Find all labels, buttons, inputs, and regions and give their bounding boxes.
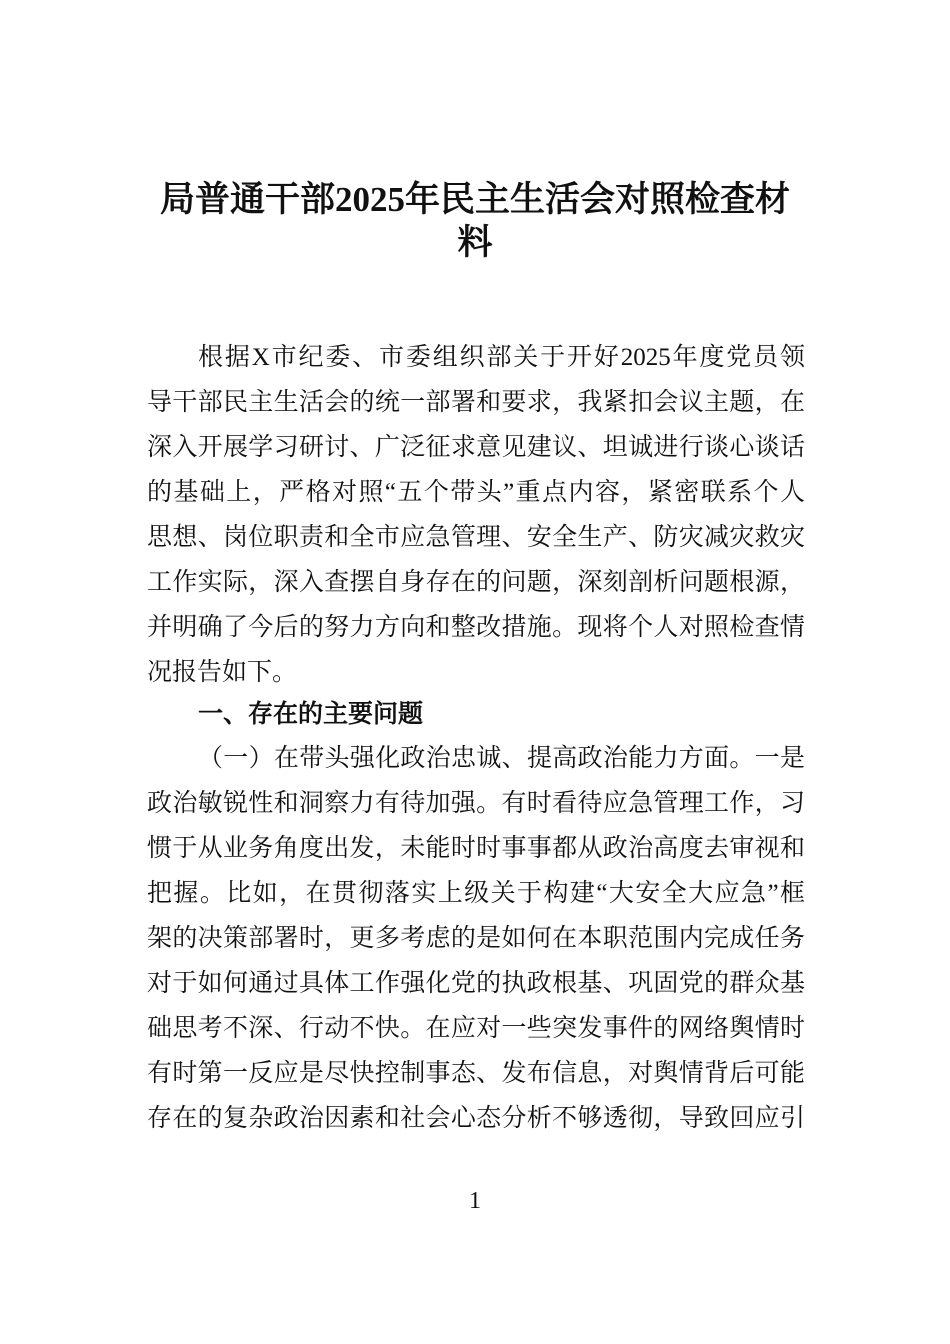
paragraph-line: 础思考不深、行动不快。在应对一些突发事件的网络舆情时 [147, 1015, 805, 1042]
paragraph-line: 深入开展学习研讨、广泛征求意见建议、坦诚进行谈心谈话 [147, 434, 805, 461]
page-number: 1 [469, 1188, 481, 1214]
document-title-line-2: 料 [457, 223, 493, 262]
paragraph-line: 惯于从业务角度出发，未能时时事事都从政治高度去审视和 [147, 835, 805, 862]
paragraph-line: 况报告如下。 [147, 659, 298, 686]
paragraph-line: 把握。比如，在贯彻落实上级关于构建“大安全大应急”框 [147, 880, 805, 907]
paragraph-line: 对于如何通过具体工作强化党的执政根基、巩固党的群众基 [147, 970, 805, 997]
paragraph-line: 工作实际，深入查摆自身存在的问题，深刻剖析问题根源， [147, 569, 805, 596]
paragraph-line: 有时第一反应是尽快控制事态、发布信息，对舆情背后可能 [147, 1060, 805, 1087]
section-heading: 一、存在的主要问题 [198, 701, 424, 728]
paragraph-line: 政治敏锐性和洞察力有待加强。有时看待应急管理工作，习 [147, 790, 805, 817]
paragraph-line: 存在的复杂政治因素和社会心态分析不够透彻，导致回应引 [147, 1105, 805, 1132]
paragraph-line: 导干部民主生活会的统一部署和要求，我紧扣会议主题，在 [147, 389, 805, 416]
paragraph-line: 并明确了今后的努力方向和整改措施。现将个人对照检查情 [147, 614, 805, 641]
paragraph-line: 根据X市纪委、市委组织部关于开好2025年度党员领 [198, 344, 805, 371]
document-title-line-1: 局普通干部2025年民主生活会对照检查材 [159, 180, 790, 219]
paragraph-line: 架的决策部署时，更多考虑的是如何在本职范围内完成任务 [147, 925, 805, 952]
paragraph-line: 的基础上，严格对照“五个带头”重点内容，紧密联系个人 [147, 479, 805, 506]
paragraph-line: （一）在带头强化政治忠诚、提高政治能力方面。一是 [198, 745, 805, 772]
paragraph-line: 思想、岗位职责和全市应急管理、安全生产、防灾减灾救灾 [147, 524, 805, 551]
